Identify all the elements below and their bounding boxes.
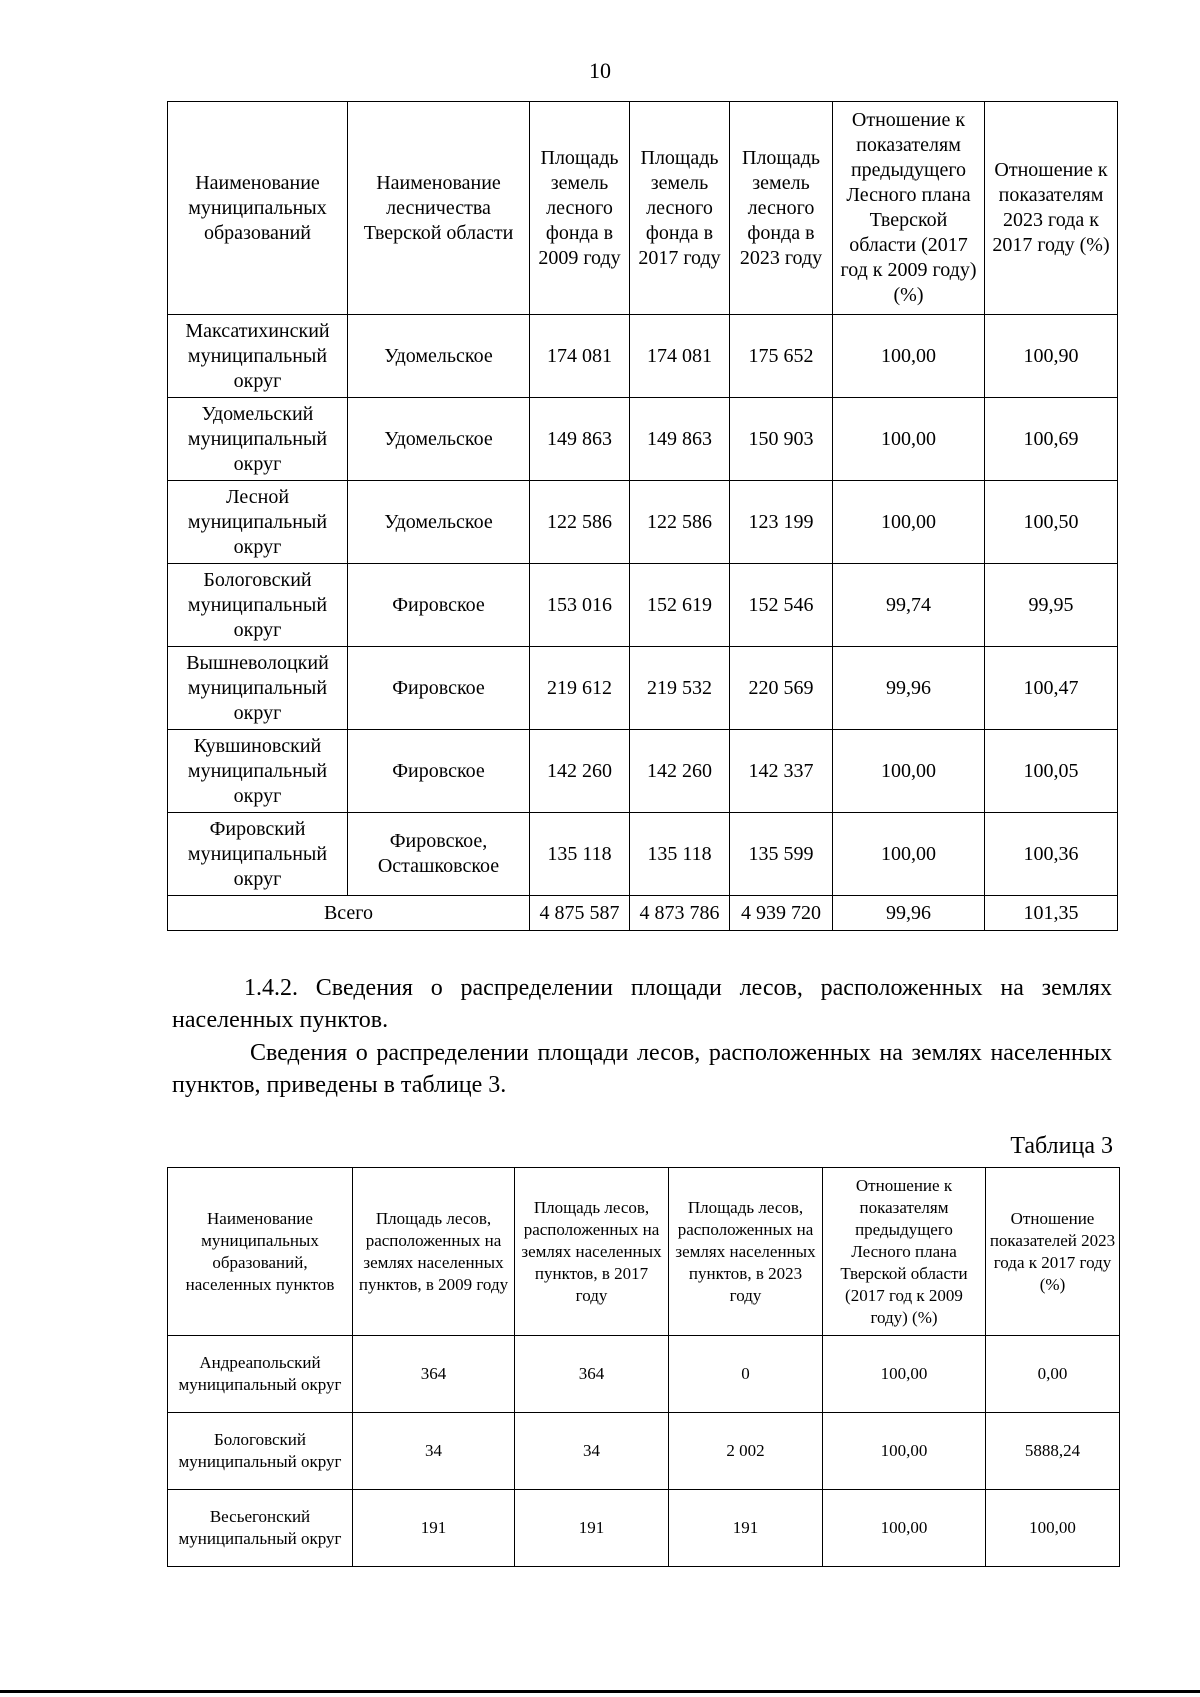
total-2017-cell: 4 873 786 xyxy=(630,896,730,931)
column-header: Наименование муниципальных образований, населенных пунктов xyxy=(168,1168,353,1336)
ratio-2023-2017-cell: 5888,24 xyxy=(986,1413,1120,1490)
section-body-paragraph: Сведения о распределении площади лесов, расположенных на землях населенных пунктов, приведены в таблице 3. xyxy=(172,1040,1112,1098)
area-2009-cell: 34 xyxy=(353,1413,515,1490)
column-header: Площадь лесов, расположенных на землях населенных пунктов, в 2009 году xyxy=(353,1168,515,1336)
table-row xyxy=(168,1336,1120,1413)
total-label: Всего xyxy=(168,896,530,931)
area-2017-cell: 191 xyxy=(515,1490,669,1567)
municipality-cell: Фировский муниципальный округ xyxy=(168,813,348,896)
forestry-cell: Фировское xyxy=(348,730,530,813)
column-header: Площадь лесов, расположенных на землях населенных пунктов, в 2023 году xyxy=(669,1168,823,1336)
table-row xyxy=(168,564,1118,647)
area-2009-cell: 142 260 xyxy=(530,730,630,813)
forest-fund-area-table xyxy=(167,101,1118,931)
section-heading-paragraph: 1.4.2. Сведения о распределении площади лесов, расположенных на землях населенных пунктов. xyxy=(172,975,1112,1033)
table-row xyxy=(168,813,1118,896)
municipality-cell: Лесной муниципальный округ xyxy=(168,481,348,564)
column-header: Площадь земель лесного фонда в 2017 году xyxy=(630,102,730,315)
area-2023-cell: 0 xyxy=(669,1336,823,1413)
area-2023-cell: 142 337 xyxy=(730,730,833,813)
total-2009-cell: 4 875 587 xyxy=(530,896,630,931)
area-2009-cell: 135 118 xyxy=(530,813,630,896)
ratio-2023-2017-cell: 100,69 xyxy=(985,398,1118,481)
page-bottom-rule xyxy=(0,1690,1200,1693)
ratio-2017-2009-cell: 100,00 xyxy=(823,1490,986,1567)
ratio-2023-2017-cell: 100,05 xyxy=(985,730,1118,813)
ratio-2017-2009-cell: 100,00 xyxy=(833,481,985,564)
ratio-2023-2017-cell: 100,50 xyxy=(985,481,1118,564)
area-2009-cell: 149 863 xyxy=(530,398,630,481)
ratio-2017-2009-cell: 100,00 xyxy=(833,315,985,398)
ratio-2023-2017-cell: 99,95 xyxy=(985,564,1118,647)
municipality-cell: Кувшиновский муниципальный округ xyxy=(168,730,348,813)
municipality-cell: Весьегонский муниципальный округ xyxy=(168,1490,353,1567)
area-2017-cell: 34 xyxy=(515,1413,669,1490)
ratio-2017-2009-cell: 100,00 xyxy=(833,730,985,813)
forestry-cell: Фировское xyxy=(348,564,530,647)
area-2009-cell: 364 xyxy=(353,1336,515,1413)
ratio-2017-2009-cell: 99,96 xyxy=(833,647,985,730)
forestry-cell: Фировское xyxy=(348,647,530,730)
area-2023-cell: 191 xyxy=(669,1490,823,1567)
forestry-cell: Фировское, Осташковское xyxy=(348,813,530,896)
area-2023-cell: 135 599 xyxy=(730,813,833,896)
municipality-cell: Бологовский муниципальный округ xyxy=(168,1413,353,1490)
area-2023-cell: 152 546 xyxy=(730,564,833,647)
table-caption: Таблица 3 xyxy=(1010,1133,1113,1159)
area-2023-cell: 220 569 xyxy=(730,647,833,730)
table-row xyxy=(168,647,1118,730)
total-row xyxy=(168,896,1118,931)
column-header: Площадь лесов, расположенных на землях населенных пунктов, в 2017 году xyxy=(515,1168,669,1336)
table-row xyxy=(168,315,1118,398)
area-2009-cell: 153 016 xyxy=(530,564,630,647)
table-header-row xyxy=(168,1168,1120,1336)
forestry-cell: Удомельское xyxy=(348,398,530,481)
column-header: Наименование муниципальных образований xyxy=(168,102,348,315)
settlement-forest-area-table xyxy=(167,1167,1120,1567)
forestry-cell: Удомельское xyxy=(348,481,530,564)
area-2017-cell: 152 619 xyxy=(630,564,730,647)
municipality-cell: Андреапольский муниципальный округ xyxy=(168,1336,353,1413)
area-2017-cell: 364 xyxy=(515,1336,669,1413)
area-2009-cell: 122 586 xyxy=(530,481,630,564)
table-row xyxy=(168,730,1118,813)
ratio-2023-2017-cell: 100,90 xyxy=(985,315,1118,398)
area-2023-cell: 150 903 xyxy=(730,398,833,481)
column-header: Отношение к показателям предыдущего Лесного плана Тверской области (2017 год к 2009 году) (%) xyxy=(833,102,985,315)
area-2017-cell: 174 081 xyxy=(630,315,730,398)
forestry-cell: Удомельское xyxy=(348,315,530,398)
area-2023-cell: 123 199 xyxy=(730,481,833,564)
ratio-2017-2009-cell: 100,00 xyxy=(833,398,985,481)
total-ratio-2017-2009-cell: 99,96 xyxy=(833,896,985,931)
area-2009-cell: 191 xyxy=(353,1490,515,1567)
column-header: Отношение показателей 2023 года к 2017 году (%) xyxy=(986,1168,1120,1336)
page-number: 10 xyxy=(589,58,611,83)
area-2017-cell: 122 586 xyxy=(630,481,730,564)
ratio-2017-2009-cell: 99,74 xyxy=(833,564,985,647)
municipality-cell: Вышневолоцкий муниципальный округ xyxy=(168,647,348,730)
table-header-row xyxy=(168,102,1118,315)
area-2009-cell: 174 081 xyxy=(530,315,630,398)
ratio-2017-2009-cell: 100,00 xyxy=(823,1336,986,1413)
column-header: Отношение к показателям предыдущего Лесного плана Тверской области (2017 год к 2009 году) (%) xyxy=(823,1168,986,1336)
area-2017-cell: 219 532 xyxy=(630,647,730,730)
municipality-cell: Бологовский муниципальный округ xyxy=(168,564,348,647)
municipality-cell: Удомельский муниципальный округ xyxy=(168,398,348,481)
area-2017-cell: 142 260 xyxy=(630,730,730,813)
municipality-cell: Максатихинский муниципальный округ xyxy=(168,315,348,398)
area-2017-cell: 135 118 xyxy=(630,813,730,896)
ratio-2023-2017-cell: 100,36 xyxy=(985,813,1118,896)
table-row xyxy=(168,1490,1120,1567)
area-2023-cell: 175 652 xyxy=(730,315,833,398)
area-2009-cell: 219 612 xyxy=(530,647,630,730)
total-2023-cell: 4 939 720 xyxy=(730,896,833,931)
area-2017-cell: 149 863 xyxy=(630,398,730,481)
table-row xyxy=(168,398,1118,481)
area-2023-cell: 2 002 xyxy=(669,1413,823,1490)
table-row xyxy=(168,481,1118,564)
ratio-2023-2017-cell: 0,00 xyxy=(986,1336,1120,1413)
ratio-2023-2017-cell: 100,00 xyxy=(986,1490,1120,1567)
table-row xyxy=(168,1413,1120,1490)
ratio-2023-2017-cell: 100,47 xyxy=(985,647,1118,730)
column-header: Наименование лесничества Тверской области xyxy=(348,102,530,315)
column-header: Площадь земель лесного фонда в 2009 году xyxy=(530,102,630,315)
total-ratio-2023-2017-cell: 101,35 xyxy=(985,896,1118,931)
column-header: Площадь земель лесного фонда в 2023 году xyxy=(730,102,833,315)
column-header: Отношение к показателям 2023 года к 2017 году (%) xyxy=(985,102,1118,315)
ratio-2017-2009-cell: 100,00 xyxy=(833,813,985,896)
ratio-2017-2009-cell: 100,00 xyxy=(823,1413,986,1490)
